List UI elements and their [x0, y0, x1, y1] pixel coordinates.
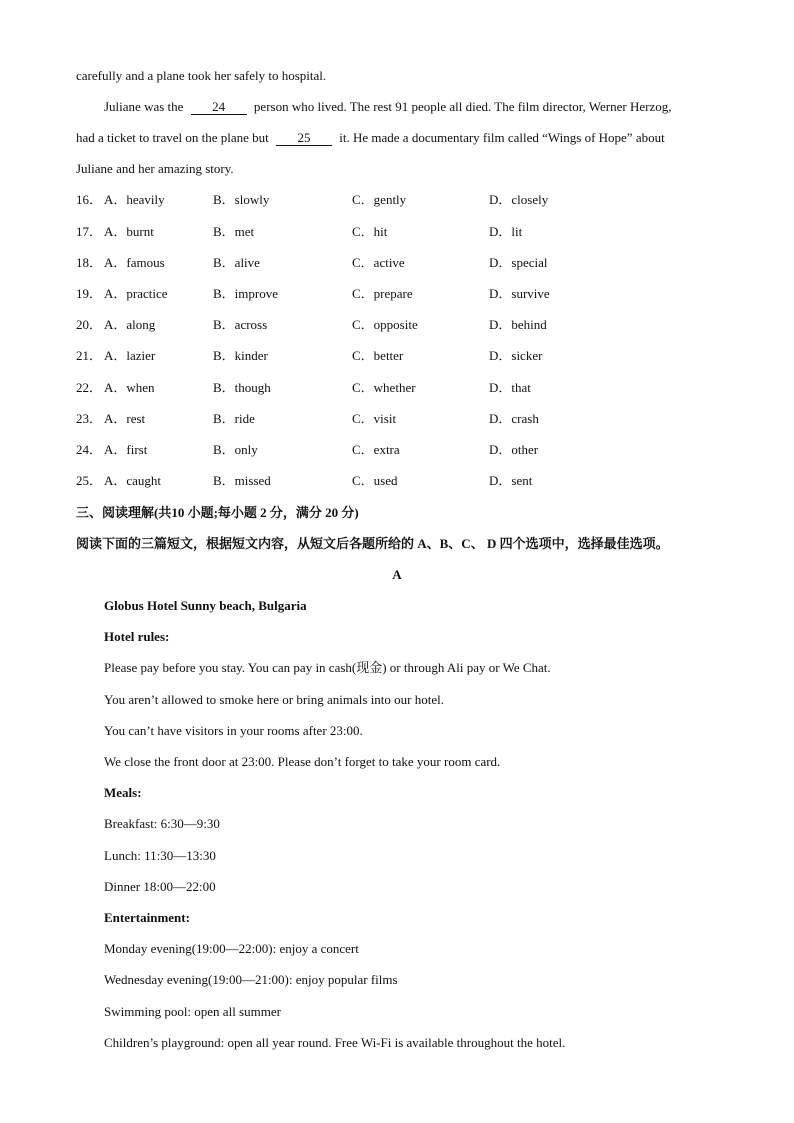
passage-text: it. He made a documentary film called “Wings of Hope” about [339, 130, 665, 145]
passage-line [76, 130, 716, 146]
option-a: A．when [104, 380, 155, 395]
option-a: A．burnt [104, 224, 154, 239]
passage-label: A [392, 567, 402, 582]
option-a: A．along [104, 317, 156, 332]
option-d: D．closely [489, 192, 549, 207]
passage-line: Juliane and her amazing story. [76, 161, 234, 176]
question-number: 18． [76, 255, 103, 270]
hotel-rule: You can’t have visitors in your rooms after 23:00. [104, 723, 363, 738]
question-number: 23． [76, 411, 103, 426]
question-number: 17． [76, 224, 103, 239]
option-b: B．though [213, 380, 271, 395]
question-number: 16． [76, 192, 103, 207]
option-c: C．active [352, 255, 405, 270]
meals-heading: Meals: [104, 785, 142, 800]
passage-line: carefully and a plane took her safely to hospital. [76, 68, 327, 83]
option-d: D．special [489, 255, 548, 270]
passage-paragraph [104, 99, 716, 115]
option-d: D．lit [489, 224, 523, 239]
option-b: B．across [213, 317, 268, 332]
passage-text: person who lived. The rest 91 people all died. The film director, Werner Herzog, [253, 99, 672, 114]
option-d: D．that [489, 380, 531, 395]
option-a: A．practice [104, 286, 168, 301]
hotel-rule: You aren’t allowed to smoke here or bring animals into our hotel. [104, 692, 444, 707]
option-b: B．slowly [213, 192, 270, 207]
option-d: D．sicker [489, 348, 543, 363]
hotel-rule: Please pay before you stay. You can pay in cash(现金) or through Ali pay or We Chat. [104, 660, 551, 675]
question-number: 24． [76, 442, 103, 457]
option-d: D．survive [489, 286, 550, 301]
meal-time: Dinner 18:00—22:00 [104, 879, 216, 894]
option-c: C．visit [352, 411, 397, 426]
question-number: 25． [76, 473, 103, 488]
option-c: C．extra [352, 442, 400, 457]
option-c: C．whether [352, 380, 416, 395]
entertainment-item: Wednesday evening(19:00—21:00): enjoy popular films [104, 972, 398, 987]
option-c: C．prepare [352, 286, 413, 301]
hotel-rule: We close the front door at 23:00. Please don’t forget to take your room card. [104, 754, 501, 769]
section-heading: 三、阅读理解(共10 小题;每小题 2 分，满分 20 分) [76, 505, 359, 520]
passage-text: had a ticket to travel on the plane but [76, 130, 269, 145]
meal-time: Breakfast: 6:30—9:30 [104, 816, 220, 831]
option-a: A．caught [104, 473, 162, 488]
option-d: D．other [489, 442, 539, 457]
option-c: C．gently [352, 192, 407, 207]
option-a: A．heavily [104, 192, 165, 207]
option-c: C．hit [352, 224, 388, 239]
question-number: 19． [76, 286, 103, 301]
entertainment-item: Monday evening(19:00—22:00): enjoy a concert [104, 941, 359, 956]
option-c: C．opposite [352, 317, 418, 332]
option-b: B．met [213, 224, 255, 239]
passage-text: Juliane was the [104, 99, 184, 114]
option-c: C．used [352, 473, 398, 488]
option-a: A．first [104, 442, 148, 457]
question-number: 21． [76, 348, 103, 363]
option-c: C．better [352, 348, 404, 363]
entertainment-item: Children’s playground: open all year round. Free Wi-Fi is available throughout the hotel. [104, 1035, 566, 1050]
option-b: B．kinder [213, 348, 268, 363]
section-instruction: 阅读下面的三篇短文，根据短文内容，从短文后各题所给的 A、B、C、 D 四个选项中，选择最佳选项。 [76, 536, 669, 551]
option-b: B．ride [213, 411, 255, 426]
option-a: A．lazier [104, 348, 156, 363]
meal-time: Lunch: 11:30—13:30 [104, 848, 216, 863]
option-b: B．improve [213, 286, 278, 301]
option-b: B．alive [213, 255, 260, 270]
option-b: B．missed [213, 473, 271, 488]
option-d: D．sent [489, 473, 533, 488]
question-number: 22． [76, 380, 103, 395]
blank-24: 24 [191, 100, 247, 115]
hotel-title: Globus Hotel Sunny beach, Bulgaria [104, 598, 307, 613]
option-d: D．crash [489, 411, 539, 426]
entertainment-heading: Entertainment: [104, 910, 190, 925]
entertainment-item: Swimming pool: open all summer [104, 1004, 281, 1019]
question-number: 20． [76, 317, 103, 332]
rules-heading: Hotel rules: [104, 629, 170, 644]
option-b: B．only [213, 442, 258, 457]
option-a: A．famous [104, 255, 165, 270]
option-d: D．behind [489, 317, 547, 332]
blank-25: 25 [276, 131, 332, 146]
option-a: A．rest [104, 411, 146, 426]
